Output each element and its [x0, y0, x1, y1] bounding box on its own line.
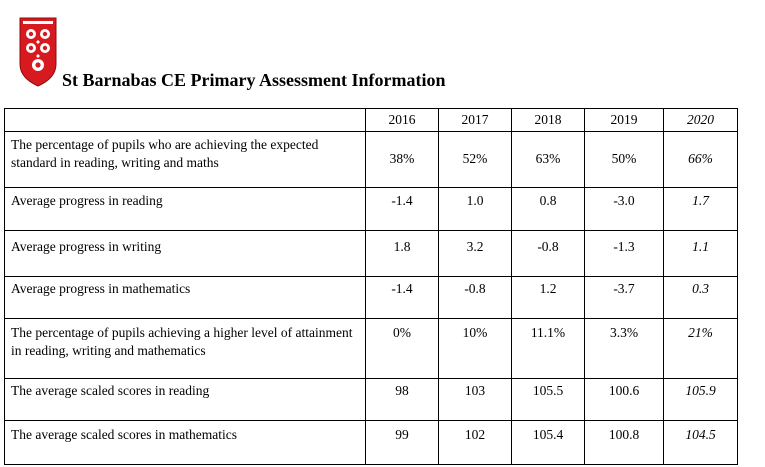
value-2017: 1.0 — [439, 188, 512, 231]
value-2020: 104.5 — [664, 421, 738, 465]
value-2016: 0% — [366, 319, 439, 379]
value-2016: 98 — [366, 379, 439, 421]
value-2017: 3.2 — [439, 231, 512, 277]
page-title: St Barnabas CE Primary Assessment Information — [62, 70, 446, 90]
value-2019: -1.3 — [585, 231, 664, 277]
header-year-2018: 2018 — [512, 109, 585, 132]
header-blank-cell — [5, 109, 366, 132]
value-2018: 105.4 — [512, 421, 585, 465]
value-2018: 105.5 — [512, 379, 585, 421]
value-2020: 1.7 — [664, 188, 738, 231]
value-2016: -1.4 — [366, 188, 439, 231]
header-year-2019: 2019 — [585, 109, 664, 132]
row-label: Average progress in reading — [5, 188, 366, 231]
row-label: The percentage of pupils who are achieving the expected standard in reading, writing and maths — [5, 132, 366, 188]
row-label: The average scaled scores in reading — [5, 379, 366, 421]
value-2017: 102 — [439, 421, 512, 465]
table-row-progress-mathematics — [5, 277, 738, 319]
value-2020: 105.9 — [664, 379, 738, 421]
value-2020: 0.3 — [664, 277, 738, 319]
value-2016: 99 — [366, 421, 439, 465]
value-2019: -3.7 — [585, 277, 664, 319]
table-row-scaled-reading — [5, 379, 738, 421]
value-2019: -3.0 — [585, 188, 664, 231]
value-2017: 103 — [439, 379, 512, 421]
table-row-progress-writing — [5, 231, 738, 277]
value-2018: 0.8 — [512, 188, 585, 231]
value-2016: -1.4 — [366, 277, 439, 319]
table-row-higher-attainment — [5, 319, 738, 379]
header-year-2017: 2017 — [439, 109, 512, 132]
value-2020: 66% — [664, 132, 738, 188]
row-label: Average progress in writing — [5, 231, 366, 277]
school-crest-icon — [18, 16, 58, 88]
header-year-2020: 2020 — [664, 109, 738, 132]
value-2018: -0.8 — [512, 231, 585, 277]
value-2019: 100.6 — [585, 379, 664, 421]
table-row-scaled-mathematics — [5, 421, 738, 465]
value-2018: 11.1% — [512, 319, 585, 379]
value-2016: 38% — [366, 132, 439, 188]
value-2016: 1.8 — [366, 231, 439, 277]
value-2020: 1.1 — [664, 231, 738, 277]
table-row-expected-standard — [5, 132, 738, 188]
value-2017: 10% — [439, 319, 512, 379]
value-2019: 50% — [585, 132, 664, 188]
table-header-row — [5, 109, 738, 132]
assessment-table — [4, 108, 738, 465]
value-2017: -0.8 — [439, 277, 512, 319]
row-label: Average progress in mathematics — [5, 277, 366, 319]
table-row-progress-reading — [5, 188, 738, 231]
value-2019: 100.8 — [585, 421, 664, 465]
value-2017: 52% — [439, 132, 512, 188]
header-year-2016: 2016 — [366, 109, 439, 132]
value-2019: 3.3% — [585, 319, 664, 379]
row-label: The average scaled scores in mathematics — [5, 421, 366, 465]
value-2018: 1.2 — [512, 277, 585, 319]
row-label: The percentage of pupils achieving a higher level of attainment in reading, writing and mathematics — [5, 319, 366, 379]
value-2020: 21% — [664, 319, 738, 379]
value-2018: 63% — [512, 132, 585, 188]
